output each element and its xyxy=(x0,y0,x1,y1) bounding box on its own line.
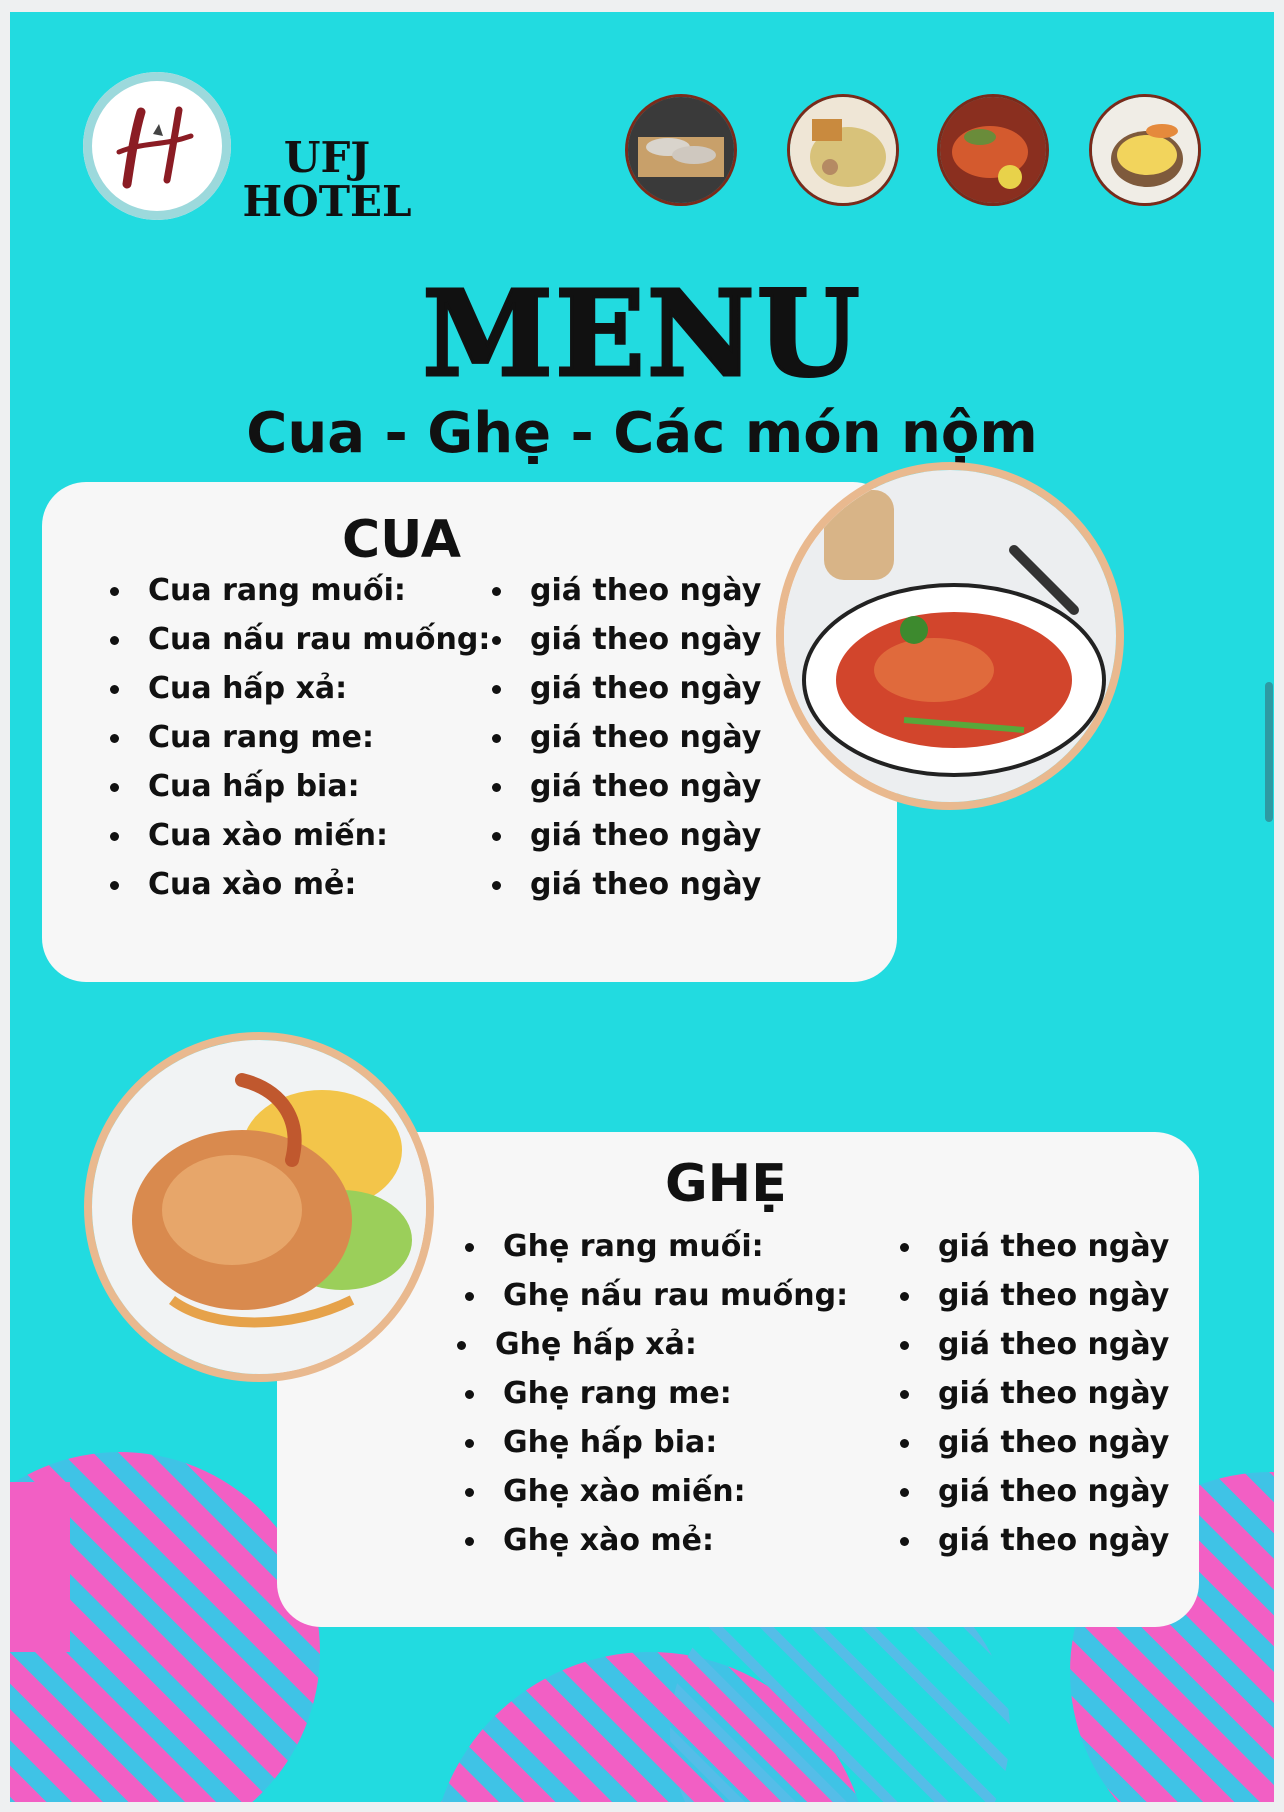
page-subtitle: Cua - Ghẹ - Các món nộm xyxy=(246,401,1038,466)
list-item: Ghẹ rang me: xyxy=(503,1369,848,1418)
price-item: giá theo ngày xyxy=(938,1467,1169,1516)
price-item: giá theo ngày xyxy=(530,860,761,909)
price-item: giá theo ngày xyxy=(938,1369,1169,1418)
price-item: giá theo ngày xyxy=(530,811,761,860)
price-item: giá theo ngày xyxy=(938,1418,1169,1467)
price-item: giá theo ngày xyxy=(530,713,761,762)
list-item: Cua rang muối: xyxy=(148,566,490,615)
price-item: giá theo ngày xyxy=(938,1222,1169,1271)
ghe-item-list xyxy=(495,1222,849,1565)
menu-page xyxy=(10,12,1274,1802)
hotel-name-line2: HOTEL xyxy=(242,177,412,226)
list-item: Cua xào mẻ: xyxy=(148,860,490,909)
list-item: Cua xào miến: xyxy=(148,811,490,860)
list-item: Cua hấp bia: xyxy=(148,762,490,811)
price-item: giá theo ngày xyxy=(530,615,761,664)
ghe-dish-photo xyxy=(84,1032,434,1382)
price-item: giá theo ngày xyxy=(938,1271,1169,1320)
list-item: Ghẹ rang muối: xyxy=(503,1222,848,1271)
price-item: giá theo ngày xyxy=(530,762,761,811)
cua-section-title: CUA xyxy=(342,510,462,570)
price-item: giá theo ngày xyxy=(530,664,761,713)
page-title: MENU xyxy=(422,264,862,403)
list-item: Ghẹ hấp xả: xyxy=(495,1320,848,1369)
list-item: Cua hấp xả: xyxy=(148,664,490,713)
list-item: Cua nấu rau muống: xyxy=(148,615,490,664)
ghe-price-list xyxy=(938,1222,1169,1565)
list-item: Ghẹ hấp bia: xyxy=(503,1418,848,1467)
cua-dish-photo xyxy=(776,462,1124,810)
list-item: Ghẹ xào mẻ: xyxy=(503,1516,848,1565)
price-item: giá theo ngày xyxy=(530,566,761,615)
list-item: Ghẹ nấu rau muống: xyxy=(503,1271,848,1320)
price-item: giá theo ngày xyxy=(938,1320,1169,1369)
list-item: Cua rang me: xyxy=(148,713,490,762)
scrollbar[interactable] xyxy=(1265,682,1273,822)
ghe-section-title: GHẸ xyxy=(665,1154,787,1214)
hotel-name-line1: UFJ xyxy=(283,133,371,182)
cua-card xyxy=(42,482,897,982)
list-item: Ghẹ xào miến: xyxy=(503,1467,848,1516)
cua-item-list xyxy=(148,566,490,909)
cua-price-list xyxy=(530,566,761,909)
price-item: giá theo ngày xyxy=(938,1516,1169,1565)
